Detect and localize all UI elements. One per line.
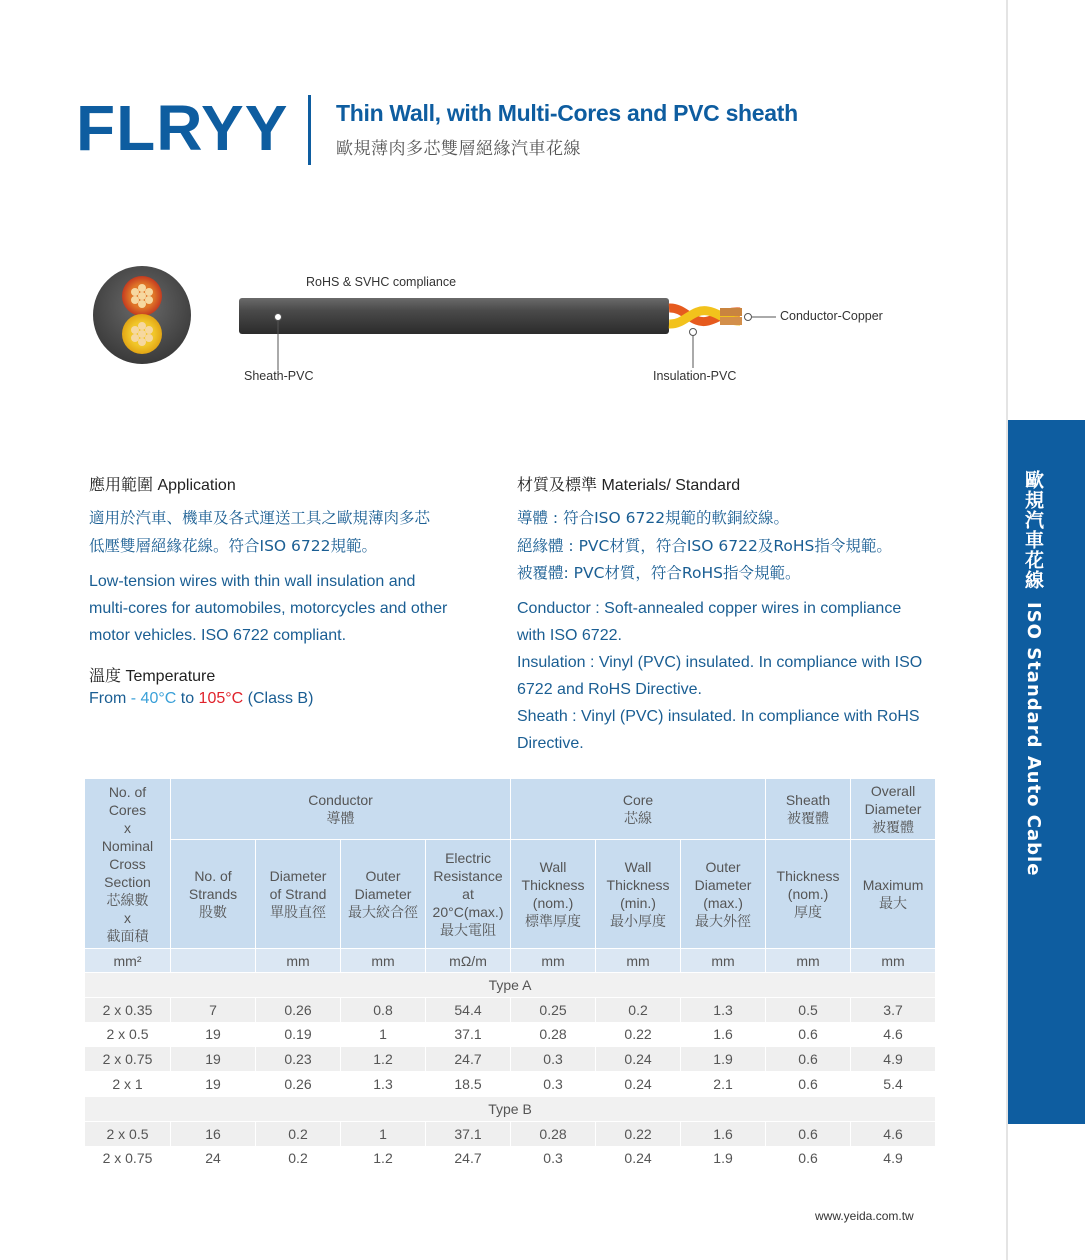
table-cell: 4.9	[851, 1146, 936, 1171]
table-cell: 4.6	[851, 1022, 936, 1047]
table-cell: 0.3	[511, 1146, 596, 1171]
table-cell: 19	[171, 1047, 256, 1072]
materials-en	[517, 595, 947, 757]
table-cell: 19	[171, 1022, 256, 1047]
title-chinese: 歐規薄肉多芯雙層絕緣汽車花線	[336, 139, 581, 159]
header-sheath-thickness: Thickness (nom.) 厚度	[766, 840, 851, 949]
compliance-label: RoHS & SVHC compliance	[306, 275, 457, 289]
table-cell: 0.22	[596, 1121, 681, 1146]
materials-zh-line: 絕緣體 : PVC材質，符合ISO 6722及RoHS指令規範。	[517, 536, 892, 555]
table-row	[85, 1072, 936, 1097]
header-overall-diameter: Overall Diameter 被覆體	[851, 779, 936, 840]
table-cell: 0.25	[511, 997, 596, 1022]
application-heading: 應用範圍 Application	[89, 477, 236, 494]
table-cell: 2 x 1	[85, 1072, 171, 1097]
units-row	[85, 949, 936, 973]
side-tab-label	[1010, 470, 1056, 876]
footer-url: www.yeida.com.tw	[815, 1209, 914, 1223]
application-en	[89, 568, 499, 649]
table-cell: 0.2	[256, 1121, 341, 1146]
application-zh	[89, 505, 489, 560]
header-resistance: Electric Resistance at 20°C(max.) 最大電阻	[426, 840, 511, 949]
table-cell: 0.6	[766, 1022, 851, 1047]
table-cell: 1.9	[681, 1146, 766, 1171]
table-cell: 0.2	[596, 997, 681, 1022]
table-cell: 1.6	[681, 1121, 766, 1146]
materials-zh-line: 被覆體: PVC材質，符合RoHS指令規範。	[517, 564, 801, 582]
table-cell: 0.22	[596, 1022, 681, 1047]
header-maximum: Maximum 最大	[851, 840, 936, 949]
side-tab-zh: 歐規汽車花線	[1022, 470, 1044, 590]
type-b-row	[85, 1096, 936, 1121]
unit-cell: mm²	[85, 949, 171, 973]
unit-cell: mm	[596, 949, 681, 973]
unit-cell: mm	[851, 949, 936, 973]
table-cell: 1.2	[341, 1146, 426, 1171]
application-en-line: Low-tension wires with thin wall insulation and	[89, 573, 416, 590]
unit-cell: mm	[341, 949, 426, 973]
table-row	[85, 1146, 936, 1171]
header-outer-diameter: Outer Diameter 最大絞合徑	[341, 840, 426, 949]
table-cell: 0.6	[766, 1047, 851, 1072]
cross-section-icon	[93, 266, 191, 364]
table-cell: 1.3	[341, 1072, 426, 1097]
cable-diagram	[80, 255, 940, 400]
materials-heading: 材質及標準 Materials/ Standard	[517, 477, 741, 494]
table-cell: 0.26	[256, 1072, 341, 1097]
table-cell: 2 x 0.75	[85, 1146, 171, 1171]
table-cell: 24.7	[426, 1047, 511, 1072]
unit-cell: mΩ/m	[426, 949, 511, 973]
table-cell: 1.9	[681, 1047, 766, 1072]
temperature-range	[89, 690, 313, 708]
application-zh-line: 低壓雙層絕緣花線。符合ISO 6722規範。	[89, 536, 377, 555]
table-cell: 37.1	[426, 1022, 511, 1047]
temp-high: 105°C	[198, 690, 244, 707]
conductor-label: Conductor-Copper	[780, 309, 883, 323]
application-zh-line: 適用於汽車、機車及各式運送工具之歐規薄肉多芯	[89, 509, 431, 527]
table-cell: 0.19	[256, 1022, 341, 1047]
table-cell: 2 x 0.5	[85, 1022, 171, 1047]
materials-en-line: with ISO 6722.	[517, 627, 622, 644]
unit-cell: mm	[681, 949, 766, 973]
type-a-label: Type A	[85, 973, 936, 998]
application-en-line: motor vehicles. ISO 6722 compliant.	[89, 627, 347, 644]
unit-cell	[171, 949, 256, 973]
materials-en-line: Directive.	[517, 735, 584, 752]
table-cell: 0.23	[256, 1047, 341, 1072]
table-cell: 0.6	[766, 1146, 851, 1171]
table-cell: 0.2	[256, 1146, 341, 1171]
table-cell: 19	[171, 1072, 256, 1097]
table-cell: 54.4	[426, 997, 511, 1022]
table-cell: 24.7	[426, 1146, 511, 1171]
temp-to: to	[176, 690, 199, 707]
table-row	[85, 1047, 936, 1072]
materials-zh-line: 導體 : 符合ISO 6722規範的軟銅絞線。	[517, 509, 790, 527]
table-cell: 0.6	[766, 1121, 851, 1146]
title-english: Thin Wall, with Multi-Cores and PVC sheath	[336, 100, 798, 126]
product-logo: FLRYY	[76, 92, 289, 164]
spec-table	[84, 778, 936, 1171]
header-strand-diameter: Diameter of Strand 單股直徑	[256, 840, 341, 949]
header-core: Core 芯線	[511, 779, 766, 840]
table-cell: 4.9	[851, 1047, 936, 1072]
header-wall-min: Wall Thickness (min.) 最小厚度	[596, 840, 681, 949]
cable-illustration	[80, 255, 940, 400]
table-cell: 0.3	[511, 1047, 596, 1072]
title-divider	[308, 95, 311, 165]
table-cell: 24	[171, 1146, 256, 1171]
table-cell: 0.24	[596, 1072, 681, 1097]
table-cell: 5.4	[851, 1072, 936, 1097]
temp-low: - 40°C	[130, 690, 177, 707]
header-conductor: Conductor 導體	[171, 779, 511, 840]
header-wall-nom: Wall Thickness (nom.) 標準厚度	[511, 840, 596, 949]
table-cell: 0.8	[341, 997, 426, 1022]
table-cell: 1.3	[681, 997, 766, 1022]
table-cell: 0.24	[596, 1146, 681, 1171]
table-cell: 1	[341, 1121, 426, 1146]
header-strands: No. of Strands 股數	[171, 840, 256, 949]
table-cell: 0.26	[256, 997, 341, 1022]
materials-en-line: Insulation : Vinyl (PVC) insulated. In compliance with ISO	[517, 654, 923, 671]
sheath-label: Sheath-PVC	[244, 369, 314, 383]
materials-en-line: 6722 and RoHS Directive.	[517, 681, 702, 698]
unit-cell: mm	[256, 949, 341, 973]
table-cell: 1.6	[681, 1022, 766, 1047]
unit-cell: mm	[511, 949, 596, 973]
table-cell: 2.1	[681, 1072, 766, 1097]
table-cell: 3.7	[851, 997, 936, 1022]
materials-en-line: Sheath : Vinyl (PVC) insulated. In compliance with RoHS	[517, 708, 920, 725]
table-cell: 1	[341, 1022, 426, 1047]
table-cell: 0.28	[511, 1022, 596, 1047]
table-cell: 37.1	[426, 1121, 511, 1146]
table-cell: 0.5	[766, 997, 851, 1022]
side-tab-en: ISO Standard Auto Cable	[1023, 602, 1044, 877]
table-cell: 0.6	[766, 1072, 851, 1097]
table-cell: 2 x 0.5	[85, 1121, 171, 1146]
table-row	[85, 1022, 936, 1047]
table-cell: 2 x 0.75	[85, 1047, 171, 1072]
table-cell: 2 x 0.35	[85, 997, 171, 1022]
table-cell: 16	[171, 1121, 256, 1146]
table-cell: 0.3	[511, 1072, 596, 1097]
temp-from: From	[89, 690, 131, 707]
cable-sheath-icon	[239, 298, 669, 334]
table-cell: 0.24	[596, 1047, 681, 1072]
header-core-outer-diameter: Outer Diameter (max.) 最大外徑	[681, 840, 766, 949]
table-cell: 1.2	[341, 1047, 426, 1072]
materials-zh	[517, 505, 937, 588]
unit-cell: mm	[766, 949, 851, 973]
header-cores-cross-section: No. of Cores x Nominal Cross Section 芯線數 x 截面積	[85, 779, 171, 949]
table-row	[85, 997, 936, 1022]
table-cell: 18.5	[426, 1072, 511, 1097]
table-cell: 7	[171, 997, 256, 1022]
materials-en-line: Conductor : Soft-annealed copper wires in compliance	[517, 600, 902, 617]
header-sheath: Sheath 被覆體	[766, 779, 851, 840]
table-cell: 4.6	[851, 1121, 936, 1146]
table-cell: 0.28	[511, 1121, 596, 1146]
insulation-label: Insulation-PVC	[653, 369, 737, 383]
temperature-heading: 溫度 Temperature	[89, 668, 216, 685]
type-b-label: Type B	[85, 1096, 936, 1121]
application-en-line: multi-cores for automobiles, motorcycles and other	[89, 600, 448, 617]
table-row	[85, 1121, 936, 1146]
temp-class: (Class B)	[243, 690, 314, 707]
type-a-row	[85, 973, 936, 998]
